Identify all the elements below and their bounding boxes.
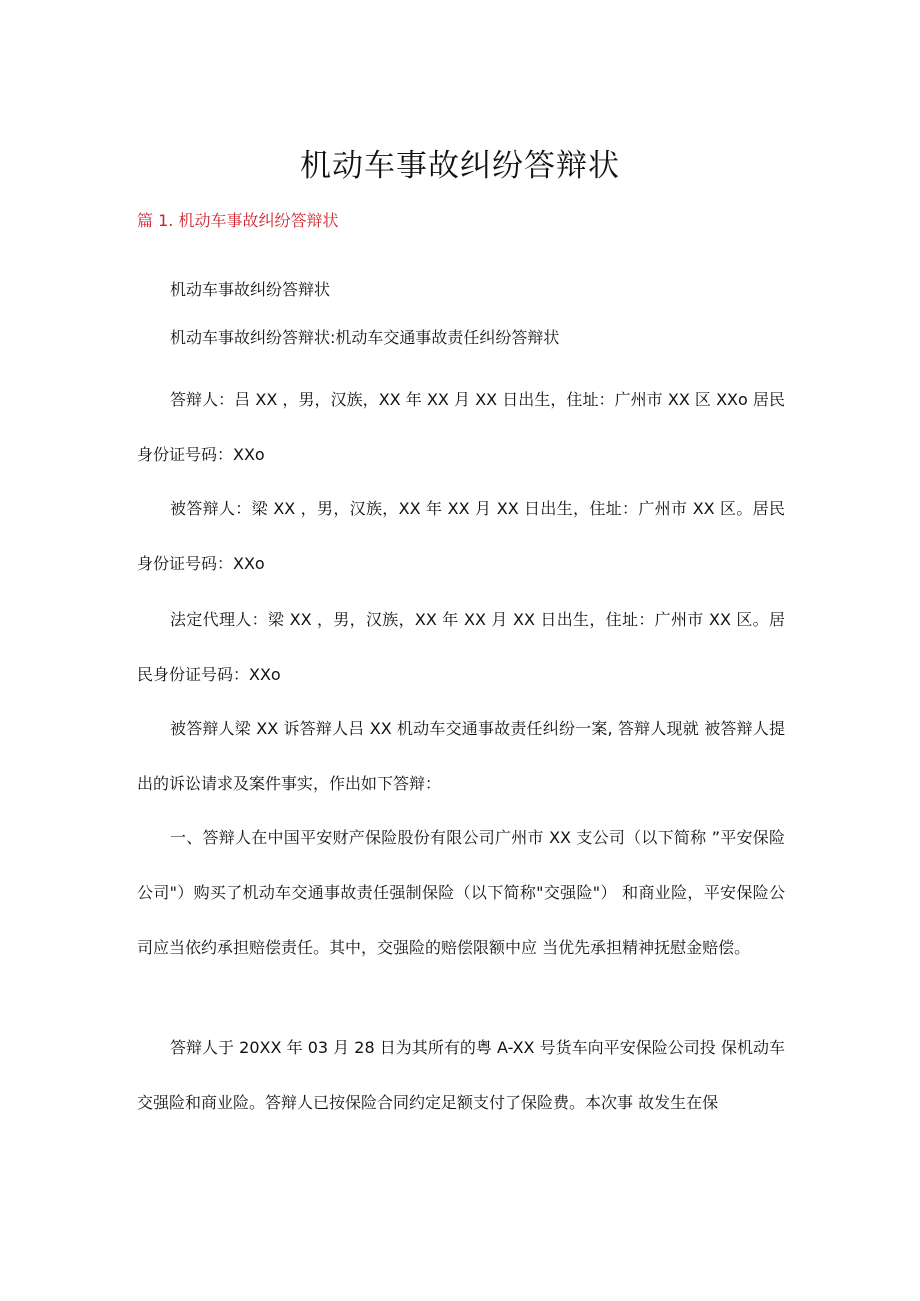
paragraph-insurance-purchase: 答辩人于 20XX 年 03 月 28 日为其所有的粤 A-XX 号货车向平安保险公司投 保机动车交强险和商业险。答辩人已按保险合同约定足额支付了保险费。本次事 故发生在保	[137, 1038, 785, 1112]
paragraph-plaintiff: 被答辩人：梁 XX ，男，汉族，XX 年 XX 月 XX 日出生，住址：广州市 XX 区。居民身份证号码：XXo	[137, 499, 785, 573]
paragraph-defense-point-one: 一、答辩人在中国平安财产保险股份有限公司广州市 XX 支公司（以下简称 ”平安保险公司"）购买了机动车交通事故责任强制保险（以下简称"交强险"） 和商业险，平安保险公司应当依约承担赔偿责任。其中，交强险的赔偿限额中应 当优先承担精神抚慰金赔偿。	[137, 828, 785, 957]
paragraph-respondent: 答辩人：吕 XX ，男，汉族，XX 年 XX 月 XX 日出生，住址：广州市 XX 区 XXo 居民身份证号码：XXo	[137, 390, 785, 464]
paragraph-case-intro: 被答辩人梁 XX 诉答辩人吕 XX 机动车交通事故责任纠纷一案, 答辩人现就 被答辩人提出的诉讼请求及案件事实，作出如下答辩：	[137, 719, 785, 793]
document-title: 机动车事故纠纷答辩状	[300, 148, 620, 184]
paragraph-full-title: 机动车事故纠纷答辩状:机动车交通事故责任纠纷答辩状	[170, 328, 560, 347]
paragraph-legal-representative: 法定代理人：梁 XX ，男，汉族，XX 年 XX 月 XX 日出生，住址：广州市 XX 区。居民身份证号码：XXo	[137, 610, 785, 684]
section-heading: 篇 1. 机动车事故纠纷答辩状	[137, 211, 339, 230]
paragraph-subtitle: 机动车事故纠纷答辩状	[170, 280, 331, 299]
